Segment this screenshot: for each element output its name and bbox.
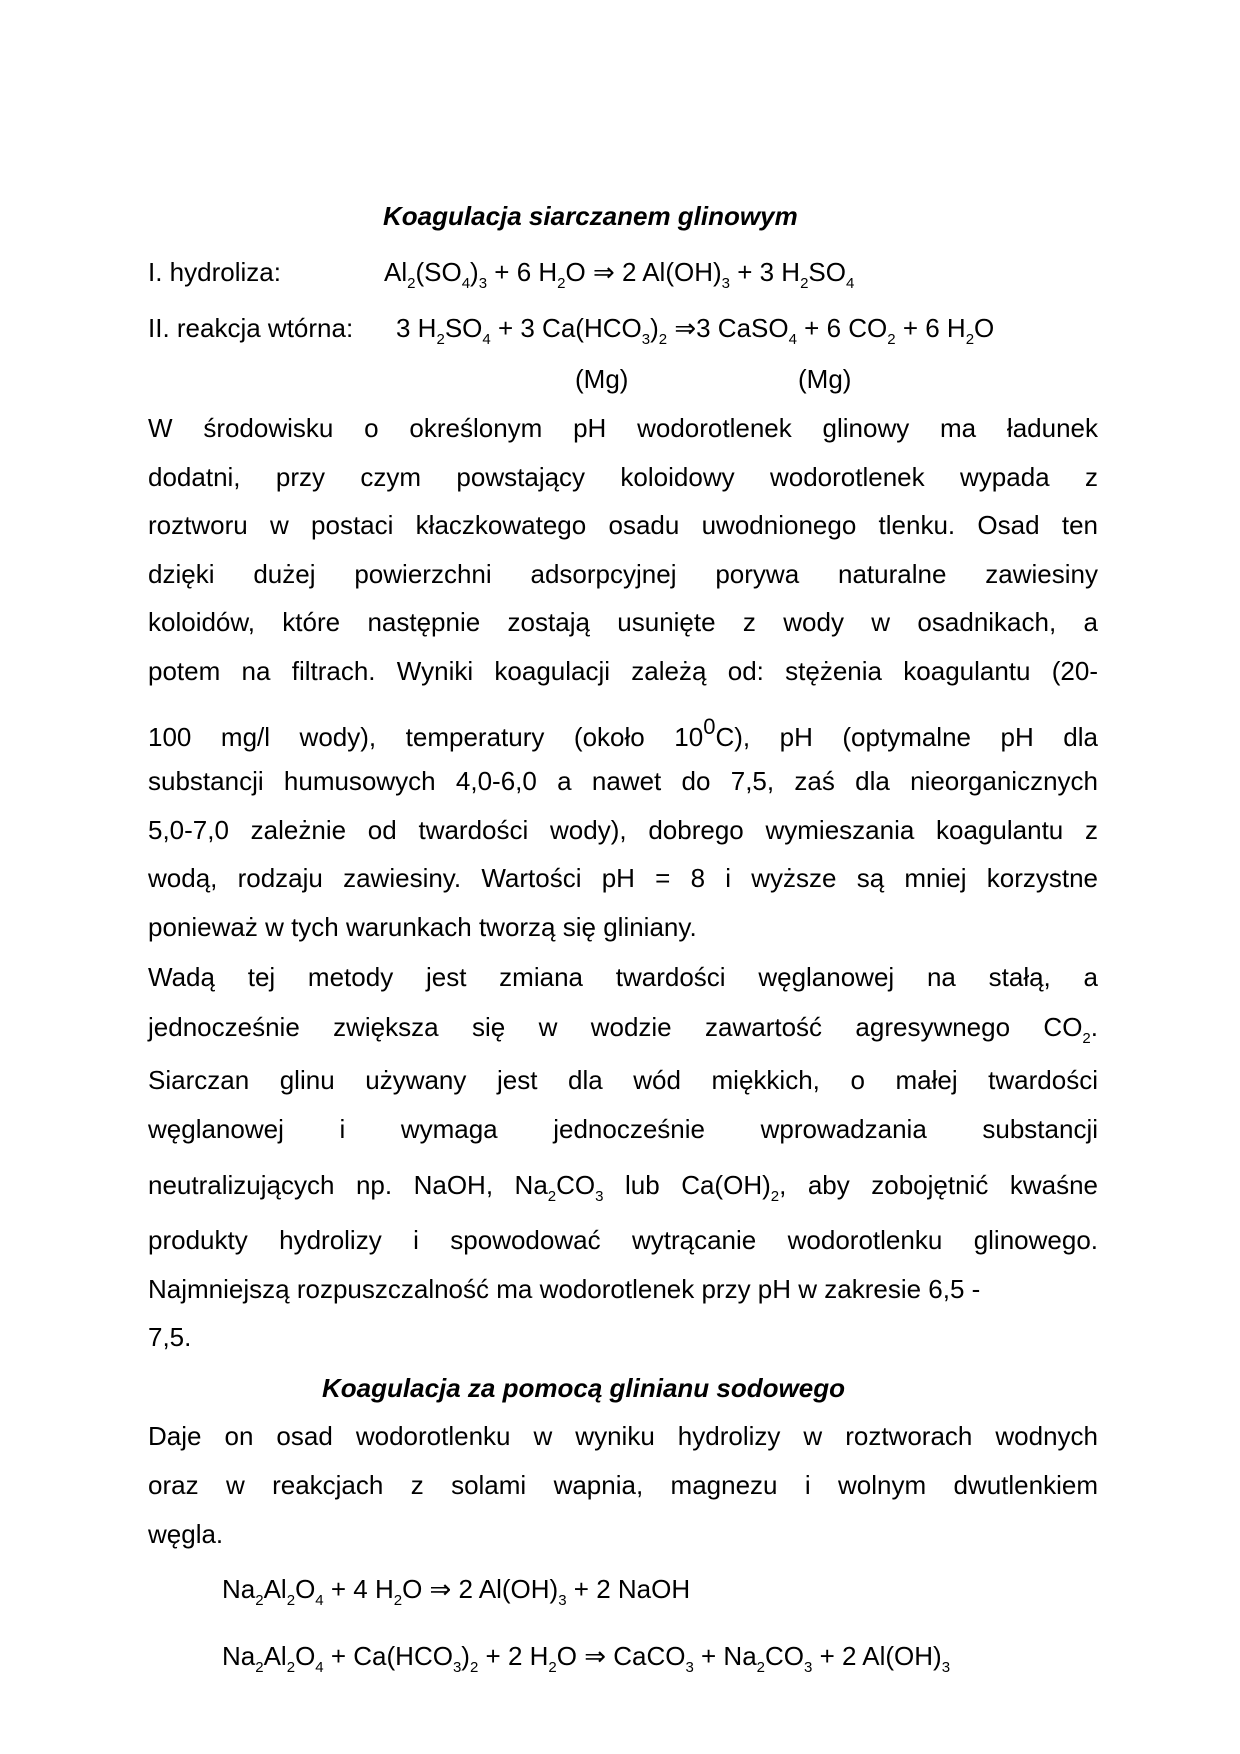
section-heading-aluminum-sulfate: Koagulacja siarczanem glinowym <box>383 201 798 231</box>
text-line: oraz w reakcjach z solami wapnia, magnezu i wolnym dwutlenkiem <box>148 1470 1098 1500</box>
hydrolysis-equation: $Al_2(SO_4)_3 + 6$ $H_2O$ ⇒ 2 $Al(OH)_3 + 3$ $H_2SO_4$ <box>384 257 855 292</box>
text-line: wodą, rodzaju zawiesiny. Wartości pH = 8 i wyższe są mniej korzystne <box>148 863 1098 893</box>
secondary-reaction-equation: 3 $H_2SO_4 + 3$ $Ca(HCO_3)_2$ ⇒3 CaSO$_4$ + 6 $CO_2 + 6$ $H_2O$ <box>396 313 995 348</box>
section-heading-sodium-aluminate: Koagulacja za pomocą glinianu sodowego <box>322 1373 845 1403</box>
text-line: 7,5. <box>148 1322 192 1352</box>
text-line: węglanowej i wymaga jednocześnie wprowadzania substancji <box>148 1114 1098 1144</box>
text-line: koloidów, które następnie zostają usunięte z wody w osadnikach, a <box>148 607 1098 637</box>
sodium-aluminate-hydrolysis-equation: $Na_2Al_2O_4 + 4$ $H_2O$ ⇒ 2 $Al(OH)_3 + 2$ NaOH <box>222 1574 691 1609</box>
secondary-reaction-label: II. reakcja wtórna: <box>148 313 354 343</box>
text-line: dodatni, przy czym powstający koloidowy wodorotlenek wypada z <box>148 462 1098 492</box>
text-line: produkty hydrolizy i spowodować wytrącanie wodorotlenku glinowego. <box>148 1225 1098 1255</box>
text-line: ponieważ w tych warunkach tworzą się gliniany. <box>148 912 697 942</box>
text-line: jednocześnie zwiększa się w wodzie zawartość agresywnego $CO_2$. <box>148 1012 1098 1047</box>
magnesium-annotation-product: (Mg) <box>798 364 852 394</box>
text-line: Siarczan glinu używany jest dla wód miękkich, o małej twardości <box>148 1065 1098 1095</box>
text-line: 5,0-7,0 zależnie od twardości wody), dobrego wymieszania koagulantu z <box>148 815 1098 845</box>
text-line: węgla. <box>148 1519 224 1549</box>
sodium-aluminate-bicarbonate-equation: $Na_2Al_2O_4 + Ca(HCO_3)_2 + 2$ $H_2O$ ⇒ CaCO$_3$ + $Na_2CO_3 + 2$ $Al(OH)_3$ <box>222 1641 951 1676</box>
text-line: dzięki dużej powierzchni adsorpcyjnej porywa naturalne zawiesiny <box>148 559 1098 589</box>
hydrolysis-label: I. hydroliza: <box>148 257 281 287</box>
text-line: potem na filtrach. Wyniki koagulacji zależą od: stężenia koagulantu (20- <box>148 656 1098 686</box>
magnesium-annotation-reactant: (Mg) <box>575 364 629 394</box>
text-line: Wadą tej metody jest zmiana twardości węglanowej na stałą, a <box>148 962 1098 992</box>
text-line: W środowisku o określonym pH wodorotlenek glinowy ma ładunek <box>148 413 1098 443</box>
text-line: 100 mg/l wody), temperatury (około $10^0C$), pH (optymalne pH dla <box>148 714 1098 752</box>
text-line: substancji humusowych 4,0-6,0 a nawet do 7,5, zaś dla nieorganicznych <box>148 766 1098 796</box>
text-line: roztworu w postaci kłaczkowatego osadu uwodnionego tlenku. Osad ten <box>148 510 1098 540</box>
text-line: neutralizujących np. NaOH, $Na_2CO_3$ lub $Ca(OH)_2$, aby zobojętnić kwaśne <box>148 1170 1098 1205</box>
text-line: Najmniejszą rozpuszczalność ma wodorotlenek przy pH w zakresie 6,5 - <box>148 1274 981 1304</box>
text-line: Daje on osad wodorotlenku w wyniku hydrolizy w roztworach wodnych <box>148 1421 1098 1451</box>
